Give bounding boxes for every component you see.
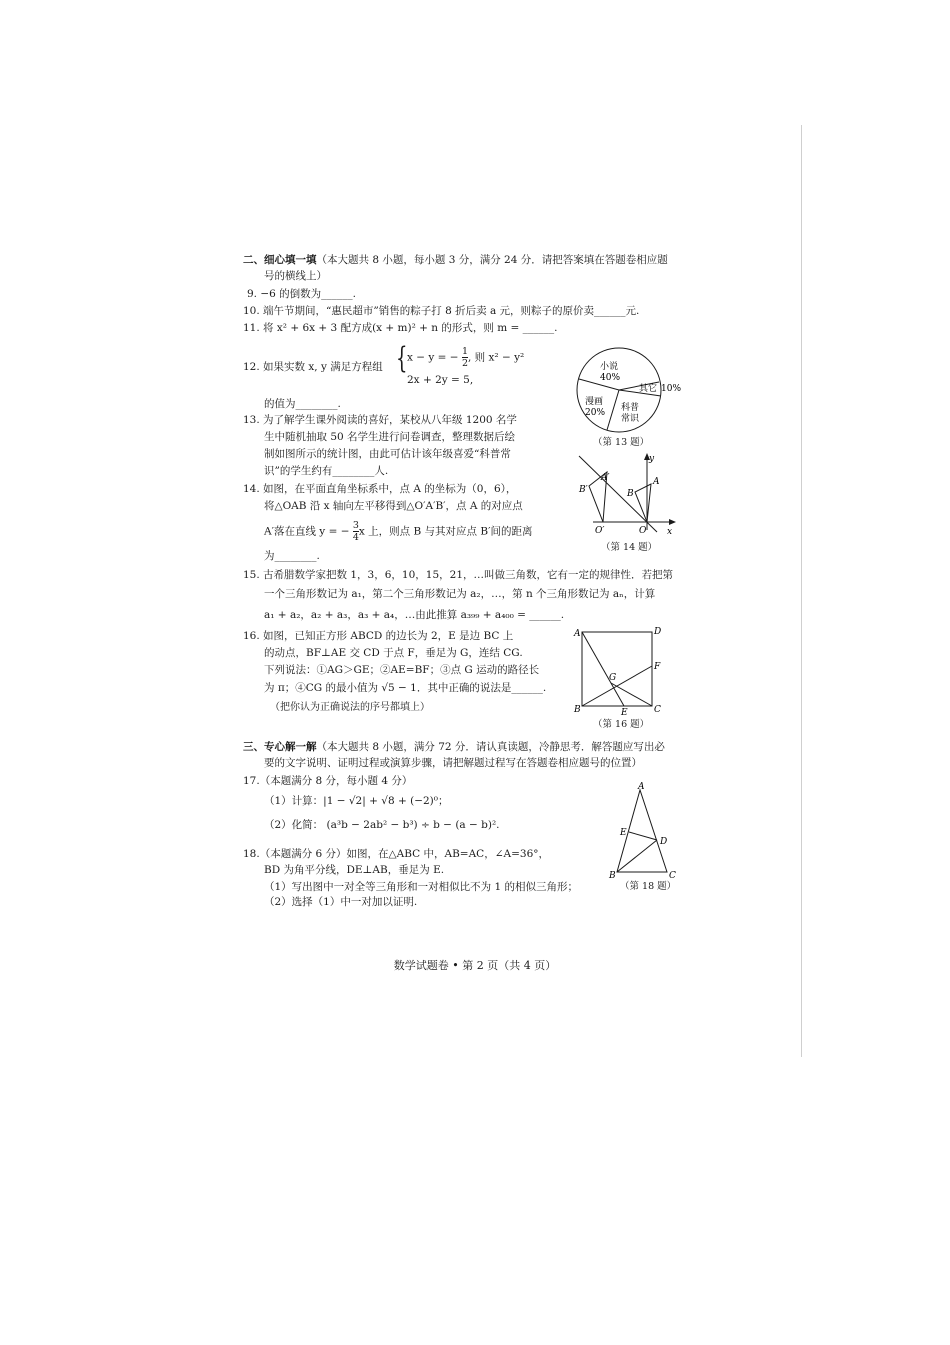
question-18-line3: （1）写出图中一对全等三角形和一对相似比不为 1 的相似三角形； [264,881,579,893]
q12-eq2: 2x + 2y = 5, [407,374,474,386]
pie-label-science-1: 科普 [621,403,640,413]
fig18-caption: （第 18 题） [620,881,677,892]
label-E: E [621,708,628,716]
q12-eq1-tail: , 则 x² − y² [468,351,525,364]
q12-answer-line: 的值为________. [264,398,341,410]
section3-desc: （本大题共 8 小题，满分 72 分．请认真读题，冷静思考．解答题应写出必 [316,741,665,753]
square-ABCD [582,632,652,706]
question-10: 10. 端午节期间，“惠民超市”销售的粽子打 8 折后卖 a 元，则粽子的原价卖______元. [243,305,640,317]
page-footer: 数学试题卷 • 第 2 页（共 4 页） [393,959,557,972]
question-14-line4: 为________. [264,550,320,562]
question-13-line2: 生中随机抽取 50 名学生进行问卷调查，整理数据后绘 [264,431,516,443]
question-18-line4: （2）选择（1）中一对加以证明. [264,896,418,908]
question-16-line5: （把你认为正确说法的序号都填上） [270,702,430,713]
section2-desc: （本大题共 8 小题，每小题 3 分，满分 24 分．请把答案填在答题卷相应题 [316,254,668,266]
pie-label-novel-pct: 40% [600,373,621,383]
label-B: B [609,871,616,881]
question-17-head: 17.（本题满分 8 分，每小题 4 分） [243,775,413,787]
question-14-line3 [264,520,533,543]
fig13-caption: （第 13 题） [593,437,650,448]
question-16-line4: 为 π；④CG 的最小值为 √5 − 1．其中正确的说法是______. [264,682,547,694]
label-B-prime: B′ [579,485,588,495]
pie-label-other: 其它 [639,384,658,394]
triangle-figure [605,782,687,882]
segment-AE [582,632,624,706]
square-figure [572,624,664,716]
section2-desc-cont: 号的横线上） [264,270,327,282]
question-12-text: 12. 如果实数 x, y 满足方程组 [243,361,383,373]
question-13-line4: 识”的学生约有________人. [264,465,389,477]
section3-desc-cont: 要的文字说明、证明过程或演算步骤，请把解题过程写在答题卷相应题号的位置） [264,757,642,769]
brace-icon: { [396,342,408,376]
x-axis-arrow-icon [669,519,676,525]
question-17-part2: （2）化简： (a³b − 2ab² − b³) ÷ b − (a − b)². [264,819,500,831]
q12-frac-den: 2 [461,358,468,369]
pie-label-science-2: 常识 [621,414,640,424]
question-18-line2: BD 为角平分线，DE⊥AB，垂足为 E. [264,864,445,876]
question-15-line2: 一个三角形数记为 a₁，第二个三角形数记为 a₂，…，第 n 个三角形数记为 aₙ，计算 [264,588,656,600]
pie-chart-figure [573,346,683,446]
label-E: E [620,828,627,838]
label-O: O [639,526,647,536]
label-D: D [660,837,668,847]
label-C: C [669,871,676,881]
q12-eq1 [407,346,524,369]
label-B: B [627,489,634,499]
question-14-line1: 14. 如图，在平面直角坐标系中，点 A 的坐标为（0，6）， [243,483,517,495]
section3-title: 三、专心解一解 [243,741,317,753]
question-17-part1: （1）计算：|1 − √2| + √8 + (−2)⁰； [264,795,449,807]
fig16-caption: （第 16 题） [593,719,650,730]
question-13-line3: 制如图所示的统计图，由此可估计该年级喜爱“科普常 [264,448,511,460]
question-16-line3: 下列说法：①AG＞GE；②AE=BF；③点 G 运动的路径长 [264,664,540,676]
pie-label-novel: 小说 [600,362,619,372]
question-18-line1: 18.（本题满分 6 分）如图，在△ABC 中，AB=AC，∠A=36°， [243,848,549,860]
label-A: A [653,477,660,487]
fig14-caption: （第 14 题） [601,542,658,553]
line-y-neg-three-quarter-x [579,456,657,532]
label-A: A [574,629,581,639]
question-11: 11. 将 x² + 6x + 3 配方成(x + m)² + n 的形式，则 m = ______. [243,322,558,334]
section2-title: 二、细心填一填 [243,254,317,266]
label-G: G [609,673,617,683]
triangle-OAB [635,484,651,522]
pie-label-comic: 漫画 [585,397,604,407]
q14-line3-start: A′落在直线 y = − [264,525,350,538]
label-O-prime: O′ [595,526,605,536]
section2-heading [243,252,668,267]
q12-frac-num: 1 [461,346,468,357]
q14-frac-den: 4 [352,532,359,543]
q14-line3-end: x 上，则点 B 与其对应点 B′间的距离 [358,525,533,538]
label-x: x [667,527,673,537]
question-13-line1: 13. 为了解学生课外阅读的喜好，某校从八年级 1200 名学 [243,414,517,426]
label-C: C [654,705,661,715]
q12-eq1-left: x − y = − [407,351,459,364]
label-B: B [574,705,581,715]
segment-DE [629,832,657,840]
section3-heading [243,739,665,754]
pie-label-comic-pct: 20% [585,408,606,418]
coordinate-figure [575,450,680,540]
label-A-prime: A′ [601,473,610,483]
q14-frac-num: 3 [352,520,359,531]
label-F: F [654,662,661,672]
segment-BD [617,840,657,872]
label-y: y [649,454,655,464]
question-15-line1: 15. 古希腊数学家把数 1，3，6，10，15，21，…叫做三角数，它有一定的规律性．若把第 [243,569,673,581]
pie-divider-4 [607,390,619,430]
question-16-line1: 16. 如图，已知正方形 ABCD 的边长为 2，E 是边 BC 上 [243,630,514,642]
label-A: A [638,782,645,792]
label-D: D [654,627,662,637]
page-edge-line [801,125,802,1057]
question-16-line2: 的动点，BF⊥AE 交 CD 于点 F，垂足为 G，连结 CG. [264,647,523,659]
pie-label-other-pct: 10% [661,384,682,394]
question-9: 9. −6 的倒数为______. [247,288,357,300]
question-15-line3: a₁ + a₂，a₂ + a₃，a₃ + a₄，…由此推算 a₃₉₉ + a₄₀₀ = ______. [264,609,565,621]
question-14-line2: 将△OAB 沿 x 轴向左平移得到△O′A′B′，点 A 的对应点 [264,500,523,512]
